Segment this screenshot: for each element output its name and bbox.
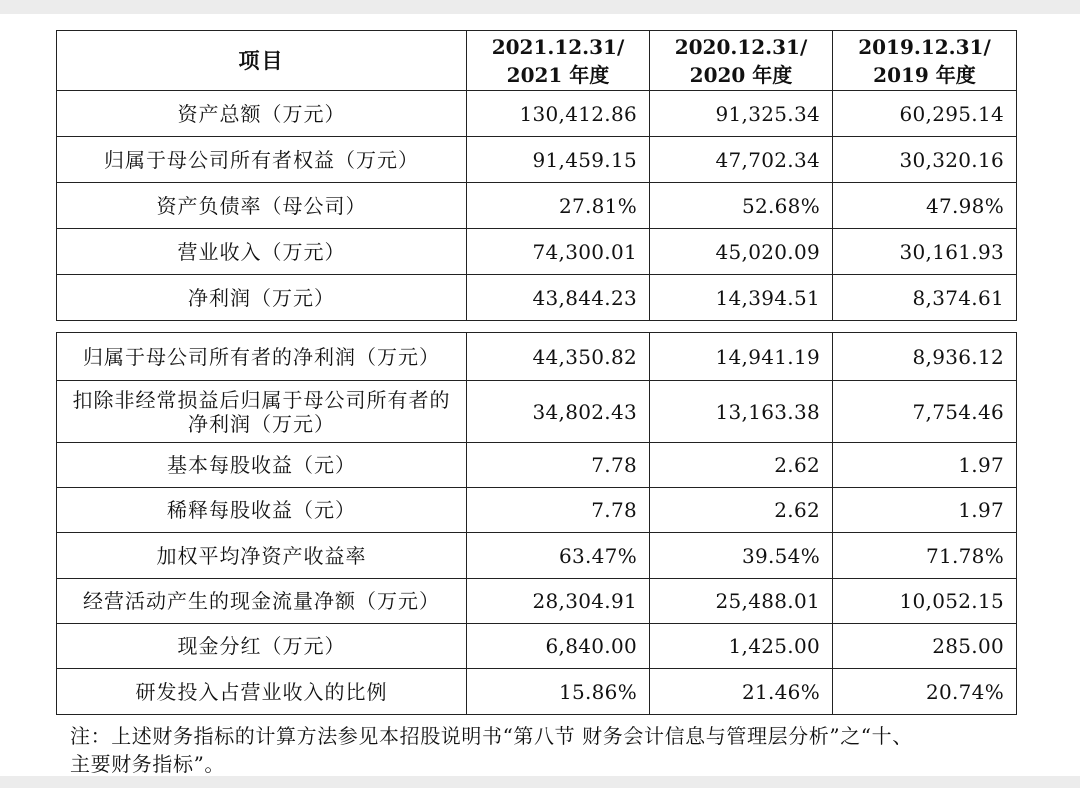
- value-2019: 30,161.93: [833, 229, 1017, 275]
- header-year-2021: [467, 31, 650, 91]
- row-label: 基本每股收益（元）: [57, 443, 467, 488]
- header-year-2019: [833, 31, 1017, 91]
- header-item: 项目: [57, 31, 467, 91]
- table-row: [57, 91, 1017, 137]
- value-2021: 130,412.86: [467, 91, 650, 137]
- value-2019: 1.97: [833, 488, 1017, 533]
- table-row: [57, 381, 1017, 443]
- value-2019: 71.78%: [833, 533, 1017, 579]
- value-2021: 15.86%: [467, 669, 650, 715]
- row-label: 扣除非经常损益后归属于母公司所有者的净利润（万元）: [57, 381, 467, 443]
- row-label: 归属于母公司所有者的净利润（万元）: [57, 333, 467, 381]
- value-2021: 91,459.15: [467, 137, 650, 183]
- value-2019: 8,936.12: [833, 333, 1017, 381]
- row-label: 加权平均净资产收益率: [57, 533, 467, 579]
- table-row: [57, 333, 1017, 381]
- value-2021: 7.78: [467, 443, 650, 488]
- footnote: [70, 722, 1030, 778]
- header-year-line1: 2020.12.31/: [674, 34, 808, 59]
- row-label: 归属于母公司所有者权益（万元）: [57, 137, 467, 183]
- table-row: [57, 669, 1017, 715]
- value-2021: 28,304.91: [467, 579, 650, 624]
- row-label: 资产总额（万元）: [57, 91, 467, 137]
- row-label: 营业收入（万元）: [57, 229, 467, 275]
- table-row: [57, 579, 1017, 624]
- header-year-line1: 2019.12.31/: [858, 34, 991, 59]
- value-2019: 20.74%: [833, 669, 1017, 715]
- value-2020: 2.62: [650, 488, 833, 533]
- table-row: [57, 488, 1017, 533]
- table-row: [57, 229, 1017, 275]
- value-2019: 8,374.61: [833, 275, 1017, 321]
- row-label: 现金分红（万元）: [57, 624, 467, 669]
- value-2020: 21.46%: [650, 669, 833, 715]
- value-2020: 25,488.01: [650, 579, 833, 624]
- value-2019: 60,295.14: [833, 91, 1017, 137]
- row-label: 经营活动产生的现金流量净额（万元）: [57, 579, 467, 624]
- value-2021: 74,300.01: [467, 229, 650, 275]
- value-2021: 27.81%: [467, 183, 650, 229]
- value-2021: 43,844.23: [467, 275, 650, 321]
- header-year-line1: 2021.12.31/: [491, 34, 625, 59]
- value-2020: 45,020.09: [650, 229, 833, 275]
- value-2021: 7.78: [467, 488, 650, 533]
- value-2020: 2.62: [650, 443, 833, 488]
- table-row: [57, 275, 1017, 321]
- value-2020: 1,425.00: [650, 624, 833, 669]
- footnote-line2: 主要财务指标”。: [70, 752, 226, 776]
- value-2021: 63.47%: [467, 533, 650, 579]
- table-row: [57, 624, 1017, 669]
- value-2019: 285.00: [833, 624, 1017, 669]
- value-2020: 39.54%: [650, 533, 833, 579]
- footnote-line1: 注：上述财务指标的计算方法参见本招股说明书“第八节 财务会计信息与管理层分析”之“十、: [70, 724, 913, 748]
- header-year-line2: 2019 年度: [873, 62, 976, 87]
- value-2021: 6,840.00: [467, 624, 650, 669]
- value-2020: 14,394.51: [650, 275, 833, 321]
- bottom-shade: [0, 776, 1080, 788]
- value-2020: 14,941.19: [650, 333, 833, 381]
- value-2020: 13,163.38: [650, 381, 833, 443]
- header-year-line2: 2021 年度: [506, 62, 610, 87]
- row-label: 研发投入占营业收入的比例: [57, 669, 467, 715]
- value-2021: 44,350.82: [467, 333, 650, 381]
- value-2021: 34,802.43: [467, 381, 650, 443]
- value-2019: 10,052.15: [833, 579, 1017, 624]
- row-label: 稀释每股收益（元）: [57, 488, 467, 533]
- table-row: [57, 137, 1017, 183]
- row-label: 资产负债率（母公司）: [57, 183, 467, 229]
- financial-table-top: [56, 30, 1017, 321]
- header-row: [57, 31, 1017, 91]
- value-2019: 30,320.16: [833, 137, 1017, 183]
- table-row: [57, 183, 1017, 229]
- table-row: [57, 443, 1017, 488]
- table-row: [57, 533, 1017, 579]
- value-2019: 1.97: [833, 443, 1017, 488]
- header-year-line2: 2020 年度: [689, 62, 793, 87]
- financial-table-bottom: [56, 332, 1017, 715]
- value-2020: 52.68%: [650, 183, 833, 229]
- value-2020: 91,325.34: [650, 91, 833, 137]
- header-year-2020: [650, 31, 833, 91]
- value-2019: 47.98%: [833, 183, 1017, 229]
- row-label: 净利润（万元）: [57, 275, 467, 321]
- value-2019: 7,754.46: [833, 381, 1017, 443]
- value-2020: 47,702.34: [650, 137, 833, 183]
- top-shade: [0, 0, 1080, 14]
